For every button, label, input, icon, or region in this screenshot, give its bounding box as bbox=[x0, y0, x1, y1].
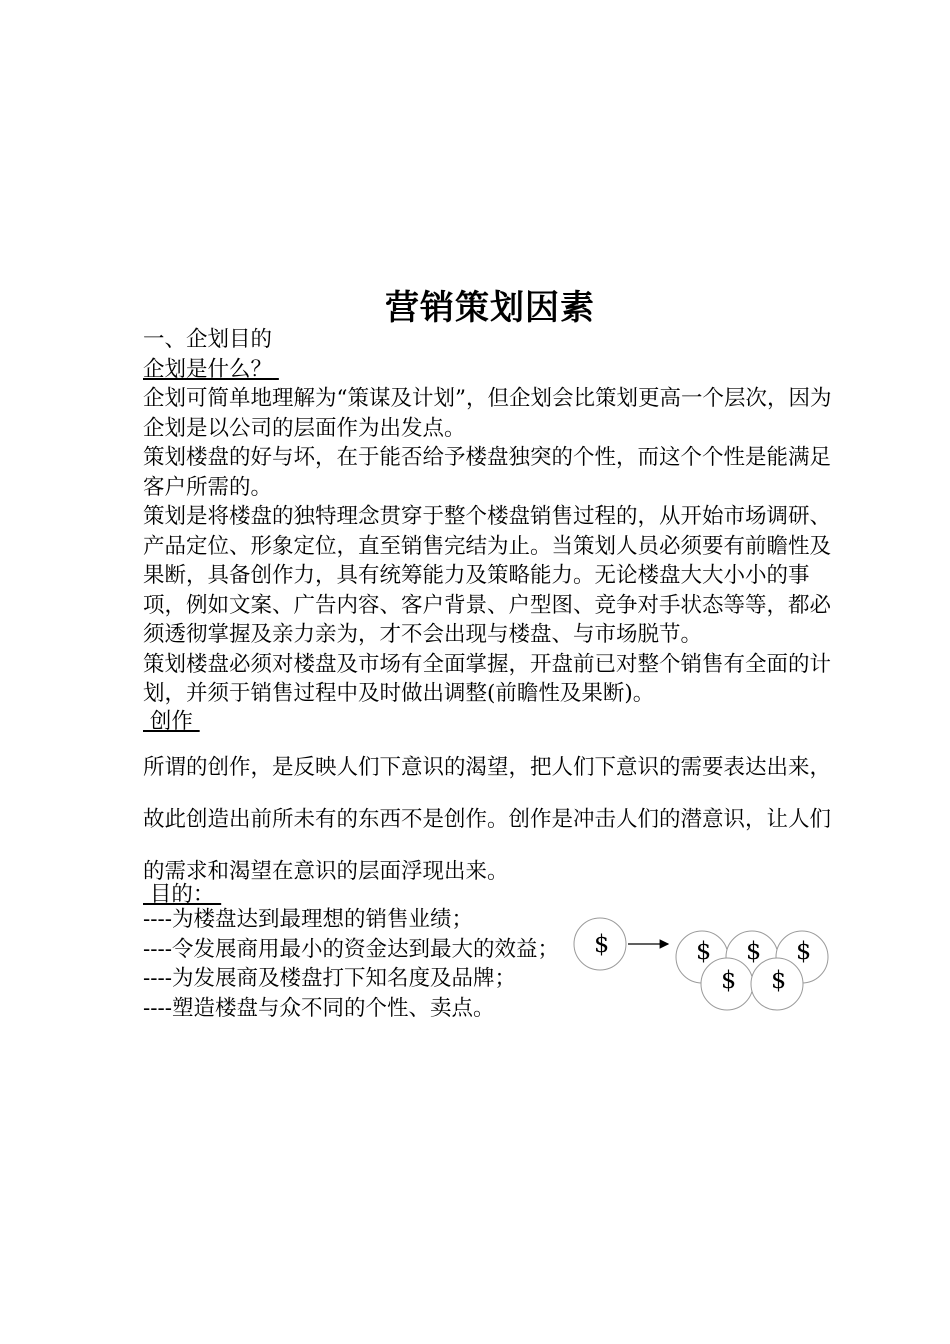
dollar-sign: $ bbox=[746, 937, 762, 965]
single-coin bbox=[574, 918, 626, 970]
money-growth-diagram bbox=[572, 912, 842, 1012]
paragraph: 企划可简单地理解为“策谋及计划”，但企划会比策划更高一个层次，因为企划是以公司的层面作为出发点。 bbox=[143, 386, 832, 441]
paragraph: 策划楼盘必须对楼盘及市场有全面掌握，开盘前已对整个销售有全面的计划，并须于销售过程中及时做出调整(前瞻性及果断)。 bbox=[143, 651, 832, 706]
subheading-create bbox=[143, 707, 843, 737]
dollar-sign: $ bbox=[771, 966, 787, 994]
paragraph: 策划是将楼盘的独特理念贯穿于整个楼盘销售过程的，从开始市场调研、产品定位、形象定位，直至销售完结为止。当策划人员必须要有前瞻性及果断，具备创作力，具有统筹能力及策略能力。无论楼盘大大小小的事项，例如文案、广告内容、客户背景、户型图、竞争对手状态等等，都必须透彻掌握及亲力亲为，才不会出现与楼盘、与市场脱节。 bbox=[143, 504, 832, 647]
dollar-sign: $ bbox=[696, 937, 712, 965]
subheading-text: 企划是什么？ bbox=[143, 356, 273, 382]
dollar-sign: $ bbox=[796, 937, 812, 965]
section-heading: 一、企划目的 bbox=[143, 327, 273, 352]
coin-cluster bbox=[676, 931, 828, 1010]
dollar-sign: $ bbox=[594, 930, 610, 958]
subheading-text: 创作 bbox=[143, 709, 200, 734]
page-title: 营销策划因素 bbox=[385, 288, 595, 328]
dollar-sign: $ bbox=[721, 966, 737, 994]
list-item: ----塑造楼盘与众不同的个性、卖点。 bbox=[143, 995, 495, 1021]
paragraph-create: 所谓的创作，是反映人们下意识的渴望，把人们下意识的需要表达出来，故此创造出前所未有的东西不是创作。创作是冲击人们的潜意识，让人们的需求和渴望在意识的层面浮现出来。 bbox=[143, 755, 832, 884]
purpose-list bbox=[143, 905, 573, 1023]
subheading-what-is-planning bbox=[143, 355, 843, 385]
list-item: ----为发展商及楼盘打下知名度及品牌； bbox=[143, 966, 517, 991]
list-item: ----令发展商用最小的资金达到最大的效益； bbox=[143, 936, 560, 962]
paragraph: 策划楼盘的好与坏，在于能否给予楼盘独突的个性，而这个个性是能满足客户所需的。 bbox=[143, 445, 832, 500]
subheading-text: 目的： bbox=[143, 882, 222, 907]
list-item: ----为楼盘达到最理想的销售业绩； bbox=[143, 907, 474, 932]
section-planning-purpose bbox=[143, 325, 843, 709]
